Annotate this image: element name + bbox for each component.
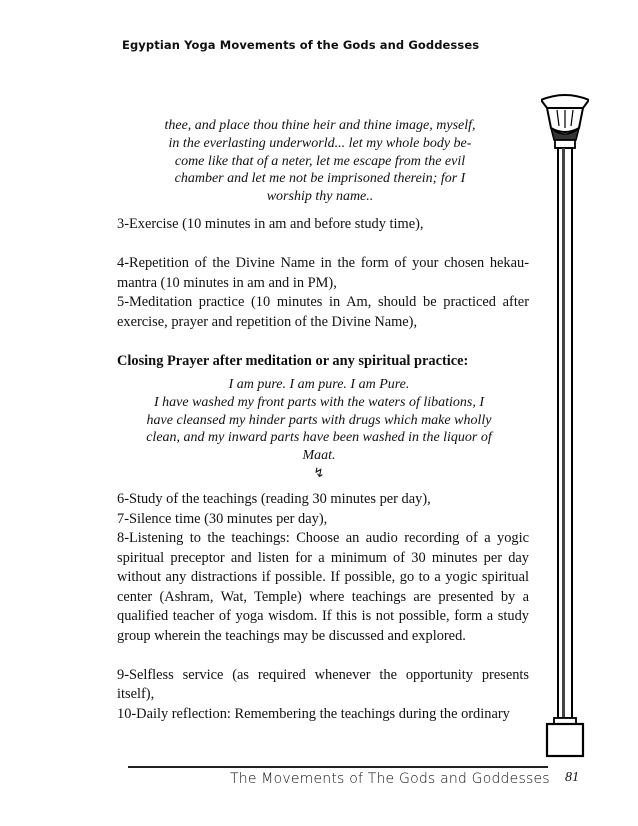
quote-line: Maat.: [302, 448, 336, 464]
quote-line: chamber and let me not be imprisoned therein; for I: [174, 171, 466, 187]
quote-line: I have washed my front parts with the waters of libations, I: [153, 394, 485, 410]
ankh-icon: ↯: [313, 464, 325, 480]
list-item-10: 10-Daily reflection: Remembering the teachings during the ordinary: [117, 705, 510, 722]
footer-rule: [128, 766, 548, 768]
opening-quote: [140, 117, 500, 206]
list-item-3: 3-Exercise (10 minutes in am and before study time),: [117, 216, 424, 232]
list-item-5: 5-Meditation practice (10 minutes in Am, should be practiced after exercise, prayer and repetition of the Divine Name),: [117, 294, 529, 330]
closing-prayer-quote: [118, 376, 520, 481]
list-item-4: 4-Repetition of the Divine Name in the form of your chosen hekau-mantra (10 minutes in am and in PM),: [117, 255, 529, 291]
page-number: 81: [565, 770, 579, 785]
list-item-6: 6-Study of the teachings (reading 30 minutes per day),: [117, 491, 431, 507]
closing-prayer-heading: Closing Prayer after meditation or any spiritual practice:: [117, 352, 469, 369]
list-item-9: 9-Selfless service (as required whenever the opportunity presents itself),: [117, 666, 529, 702]
practice-list-part-2: [117, 490, 529, 724]
list-item-8: 8-Listening to the teachings: Choose an audio recording of a yogic spiritual preceptor and listen for a minimum of 30 minutes per day without any distractions if possible. If possible, go to a yogic spiritual center (Ashram, Wat, Temple) where teachings are presented by a qualified teacher of yoga wisdom. If this is not possible, form a study group wherein the teachings may be discussed and explored.: [117, 530, 529, 644]
footer-title: The Movements of The Gods and Goddesses: [230, 771, 550, 787]
quote-line: worship thy name..: [266, 189, 374, 205]
quote-line: I am pure. I am pure. I am Pure.: [228, 377, 410, 392]
list-item-7: 7-Silence time (30 minutes per day),: [117, 510, 328, 527]
egyptian-column-icon: [541, 92, 589, 760]
quote-line: come like that of a neter, let me escape from the evil: [174, 153, 466, 169]
running-header: Egyptian Yoga Movements of the Gods and Goddesses: [122, 38, 480, 52]
practice-list-part-1: [117, 215, 529, 371]
quote-line: clean, and my inward parts have been washed in the liquor of: [146, 430, 492, 446]
quote-line: thee, and place thou thine heir and thine image, myself,: [164, 118, 476, 133]
quote-line: in the everlasting underworld... let my whole body be-: [168, 135, 472, 151]
quote-line: have cleansed my hinder parts with drugs which make wholly: [146, 412, 492, 428]
